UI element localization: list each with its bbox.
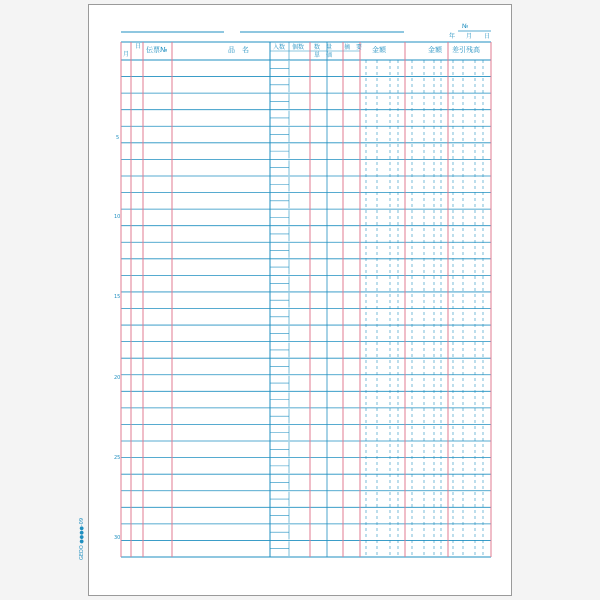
date-month-label: 月 (466, 33, 473, 40)
header-amount-1: 金額 (372, 46, 386, 54)
header-qty-count: 個数 (292, 44, 305, 51)
row-number-30: 30 (114, 535, 121, 541)
row-number-25: 25 (114, 455, 121, 461)
header-quantity: 数 量 (314, 44, 333, 51)
header-sales-kbn: 摘 要 (344, 44, 363, 51)
header-amount-2: 金額 (428, 46, 442, 54)
date-day-label: 日 (484, 33, 491, 40)
header-unit-price: 単 価 (314, 52, 333, 59)
footer-form-code: GEDO ●●●●-09 (79, 517, 85, 560)
header-balance: 差引残高 (452, 46, 480, 54)
header-qty-in: 入数 (273, 44, 286, 51)
header-day: 日 (135, 43, 142, 50)
header-month: 月 (123, 51, 130, 58)
header-item-name: 品 名 (228, 46, 249, 54)
header-slip-no: 伝票№ (146, 46, 168, 54)
date-year-label: 年 (449, 33, 456, 40)
row-number-20: 20 (114, 375, 121, 381)
row-number-5: 5 (116, 135, 120, 141)
row-number-15: 15 (114, 294, 121, 300)
row-number-10: 10 (114, 214, 121, 220)
top-no-label: № (462, 23, 469, 30)
